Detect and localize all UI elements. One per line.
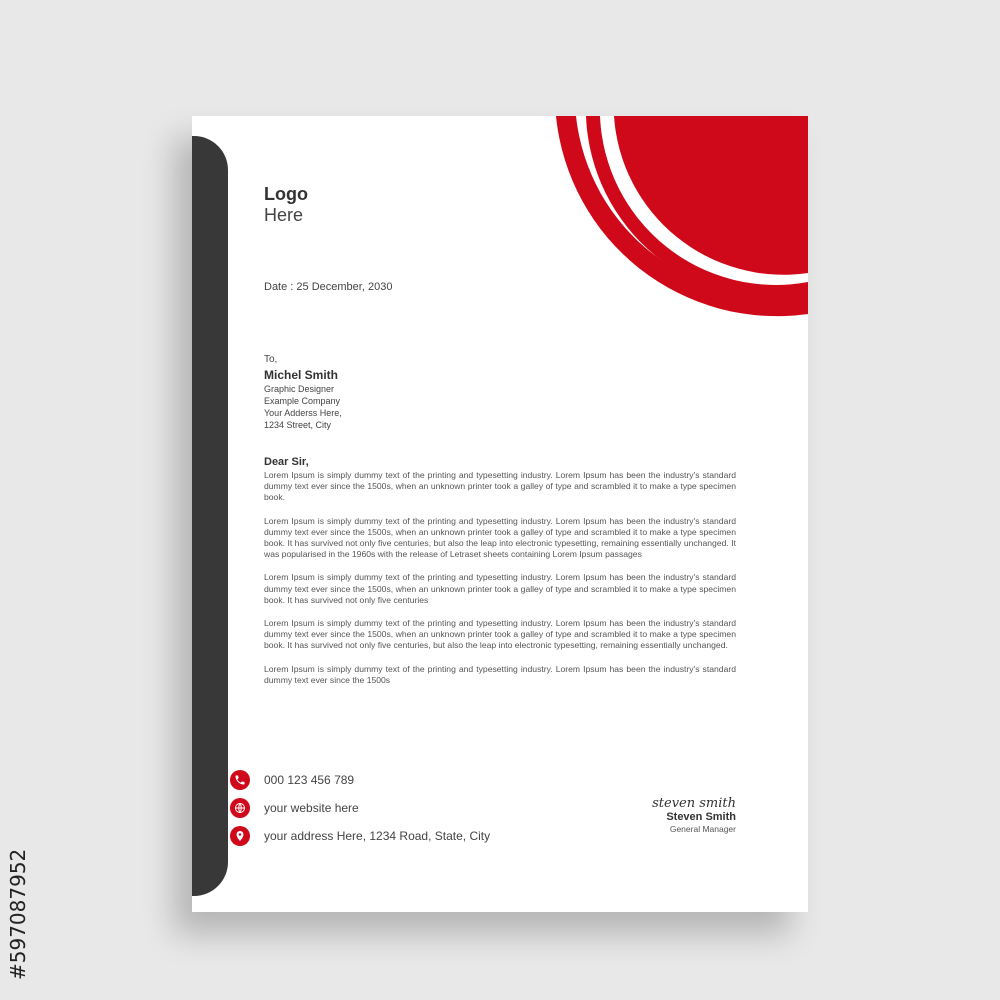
contact-address-text: your address Here, 1234 Road, State, City — [264, 829, 491, 843]
phone-icon — [230, 770, 250, 790]
contact-info — [230, 766, 490, 850]
letter-paragraph-4: Lorem Ipsum is simply dummy text of the printing and typesetting industry. Lorem Ipsum has been the industry's standard dummy text ever since the 1500s, when an unknown printer took a galley of type and scrambled it to make a type specimen book. It has survived not only five centuries, but also the leap into electronic typesetting, remaining essentially unchanged. — [264, 618, 736, 651]
recipient-address-line2: 1234 Street, City — [264, 420, 332, 430]
signatory-name: Steven Smith — [666, 811, 736, 823]
logo-placeholder — [264, 184, 308, 226]
location-pin-icon — [230, 826, 250, 846]
contact-website-text: your website here — [264, 801, 359, 815]
contact-address — [230, 822, 490, 850]
contact-phone — [230, 766, 490, 794]
left-accent-bar — [192, 136, 228, 896]
letterhead-page — [192, 116, 808, 912]
recipient-name: Michel Smith — [264, 368, 339, 382]
handwritten-signature: steven smith — [652, 796, 736, 811]
letter-greeting: Dear Sir, — [264, 456, 309, 468]
letter-paragraph-2: Lorem Ipsum is simply dummy text of the printing and typesetting industry. Lorem Ipsum has been the industry's standard dummy text ever since the 1500s, when an unknown printer took a galley of type and scrambled it to make a type specimen book. It has survived not only five centuries, but also the leap into electronic typesetting, remaining essentially unchanged. It was popularised in the 1960s with the release of Letraset sheets containing Lorem Ipsum passages — [264, 515, 736, 560]
signature-block — [652, 796, 736, 834]
globe-icon — [230, 798, 250, 818]
date-value: 25 December, 2030 — [296, 281, 393, 293]
letter-paragraph-5: Lorem Ipsum is simply dummy text of the printing and typesetting industry. Lorem Ipsum has been the industry's standard dummy text ever since the 1500s — [264, 663, 736, 685]
letter-paragraph-1: Lorem Ipsum is simply dummy text of the printing and typesetting industry. Lorem Ipsum has been the industry's standard dummy text ever since the 1500s, when an unknown printer took a galley of type and scrambled it to make a type specimen book. — [264, 470, 736, 503]
recipient-block — [264, 354, 342, 431]
recipient-salutation: To, — [264, 354, 278, 365]
logo-text-primary: Logo — [264, 184, 308, 204]
letter-date — [264, 281, 392, 293]
recipient-company: Example Company — [264, 396, 341, 406]
contact-website — [230, 794, 490, 822]
letter-paragraph-3: Lorem Ipsum is simply dummy text of the printing and typesetting industry. Lorem Ipsum has been the industry's standard dummy text ever since the 1500s, when an unknown printer took a galley of type and scrambled it to make a type specimen book. It has survived not only five centuries — [264, 572, 736, 605]
recipient-title: Graphic Designer — [264, 384, 335, 394]
logo-text-secondary: Here — [264, 205, 304, 225]
contact-phone-text: 000 123 456 789 — [264, 773, 355, 787]
recipient-address-line1: Your Adderss Here, — [264, 408, 342, 418]
date-label: Date : — [264, 281, 294, 293]
stock-id-label: #597087952 — [6, 848, 30, 980]
signatory-title: General Manager — [669, 824, 736, 834]
letter-body — [264, 456, 736, 698]
corner-circle-graphic — [548, 116, 808, 346]
